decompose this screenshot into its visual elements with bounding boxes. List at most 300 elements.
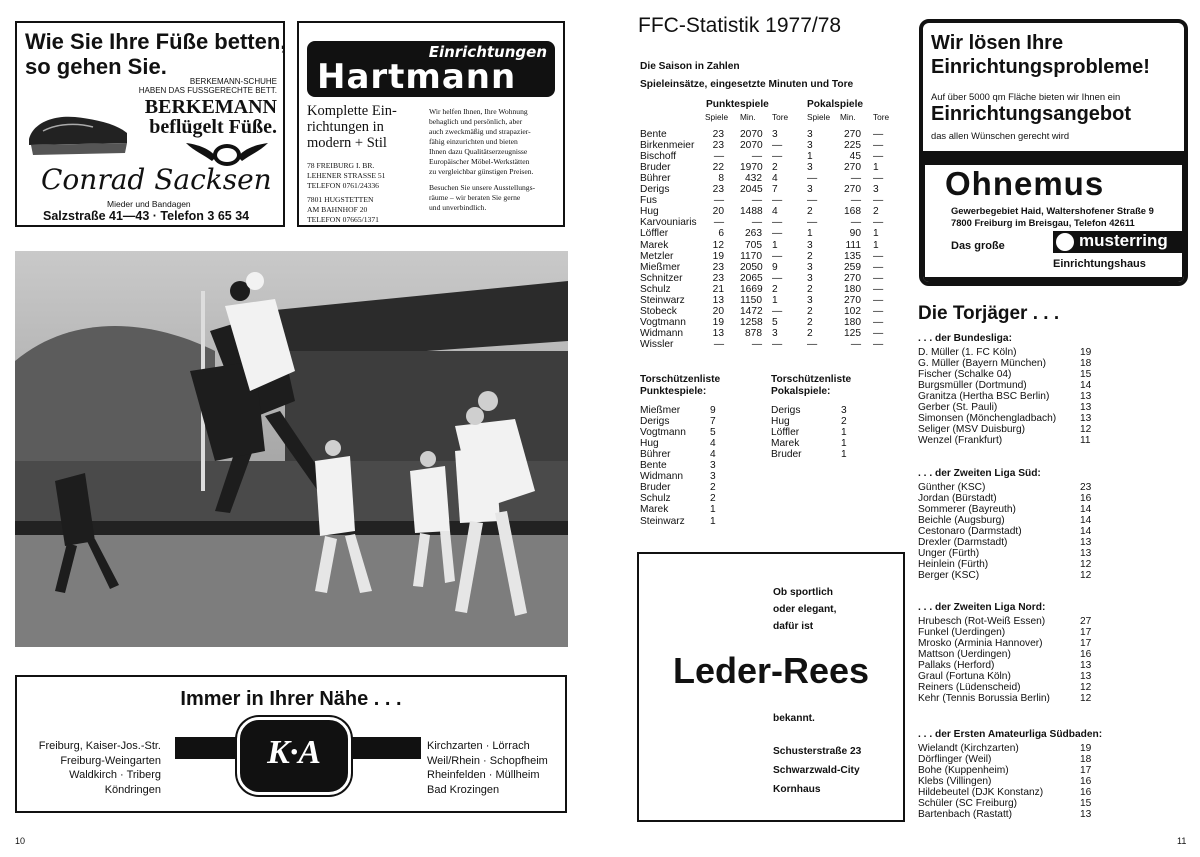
kfa-headline: Immer in Ihrer Nähe . . . [180, 688, 402, 710]
torjaeger-name: Bohe (Kuppenheim) [918, 765, 1009, 777]
stat-cell: 2 [772, 283, 778, 295]
torjaeger-name: Hildebeutel (DJK Konstanz) [918, 787, 1044, 799]
stat-cell: 3 [807, 129, 813, 140]
stat-cell: 1669 [740, 283, 763, 295]
torjaeger-name: Graul (Fortuna Köln) [918, 671, 1011, 683]
player-name: Steinwarz [640, 294, 685, 306]
torjaeger-section-heading: . . . der Zweiten Liga Nord: [918, 602, 1046, 613]
ohnemus-address-2: 7800 Freiburg im Breisgau, Telefon 42611 [951, 217, 1135, 228]
sacksen-address: Salzstraße 41—43 · Telefon 3 65 34 [43, 209, 250, 223]
stat-cell: 1970 [740, 162, 763, 174]
torjaeger-name: Berger (KSC) [918, 570, 980, 582]
stat-cell: — [772, 217, 783, 229]
torschuetze-name: Hug [640, 438, 659, 450]
stat-cell: — [873, 305, 884, 317]
torjaeger-name: Hrubesch (Rot-Weiß Essen) [918, 616, 1046, 627]
stats-row [640, 251, 905, 262]
torschuetze-name: Marek [771, 438, 800, 450]
player-name: Bischoff [640, 151, 677, 163]
stats-row [640, 206, 905, 217]
torjaeger-goals: 14 [1080, 526, 1092, 538]
stat-cell: 3 [873, 184, 879, 196]
torjaeger-goals: 27 [1080, 616, 1092, 627]
torschuetze-row [640, 516, 770, 527]
stats-group-pokal: Pokalspiele [807, 99, 864, 110]
lederrees-intro [773, 584, 836, 635]
stat-cell: 2 [807, 283, 813, 295]
musterring-word: musterring [1079, 231, 1168, 250]
stats-row [640, 328, 905, 339]
torjaeger-goals: 12 [1080, 682, 1092, 694]
sacksen-headline-2: so gehen Sie. [25, 54, 167, 79]
torschuetze-goals: 2 [710, 482, 716, 494]
match-photo [15, 251, 568, 647]
torjaeger-goals: 12 [1080, 424, 1092, 436]
torjaeger-goals: 14 [1080, 380, 1092, 392]
torschuetze-row [640, 427, 770, 438]
stat-cell: — [873, 294, 884, 306]
torschuetze-row [640, 493, 770, 504]
torschuetze-goals: 3 [841, 405, 847, 416]
torschuetze-goals: 7 [710, 416, 716, 428]
col-header: Min. [740, 112, 756, 122]
stat-cell: 19 [712, 250, 724, 262]
torjaeger-row [918, 504, 1098, 515]
player-name: Fus [640, 195, 657, 207]
stat-cell: 3 [807, 239, 813, 251]
stats-row [640, 306, 905, 317]
hartmann-addr1-line: LEHENER STRASSE 51 [307, 171, 386, 180]
torjaeger-row [918, 413, 1098, 424]
torjaeger-goals: 16 [1080, 649, 1092, 661]
stats-row [640, 151, 905, 162]
stat-cell: 23 [712, 129, 724, 140]
stat-cell: 13 [712, 294, 724, 306]
torjaeger-goals: 13 [1080, 413, 1092, 425]
stat-cell: — [751, 151, 762, 163]
stat-cell: 2 [772, 162, 778, 174]
stat-cell: 2065 [740, 272, 763, 284]
torschuetze-name: Hug [771, 416, 790, 428]
hartmann-text-2 [429, 183, 563, 213]
stat-cell: 1 [772, 294, 778, 306]
torjaeger-name: Gerber (St. Pauli) [918, 402, 998, 414]
stats-group-punkte: Punktespiele [706, 99, 769, 110]
hartmann-addr1-line: TELEFON 0761/24336 [307, 181, 379, 190]
stats-title: FFC-Statistik 1977/78 [638, 14, 842, 37]
lederrees-intro-line: Ob sportlich [773, 587, 833, 598]
stat-cell: 1258 [740, 316, 763, 328]
ohnemus-das-grosse: Das große [951, 240, 1005, 252]
torschuetze-row [640, 405, 770, 416]
stat-cell: 3 [772, 327, 778, 339]
torschuetze-name: Mießmer [640, 405, 681, 416]
player-name: Metzler [640, 250, 674, 262]
stat-cell: 705 [745, 239, 762, 251]
lederrees-address [773, 742, 861, 799]
stat-cell: 13 [712, 327, 724, 339]
hartmann-addr2-line: AM BAHNHOF 20 [307, 205, 368, 214]
torschuetze-name: Bruder [640, 482, 671, 494]
player-name: Birkenmeier [640, 140, 695, 152]
stat-cell: — [873, 250, 884, 262]
torschuetze-goals: 9 [710, 405, 716, 416]
torjaeger-name: Pallaks (Herford) [918, 660, 995, 672]
torschuetze-name: Schulz [640, 493, 671, 505]
stat-cell: 3 [807, 184, 813, 196]
torjaeger-goals: 17 [1080, 765, 1092, 777]
torschuetze-name: Löffler [771, 427, 800, 439]
stat-cell: 270 [844, 162, 861, 174]
stat-cell: — [850, 217, 861, 229]
stat-cell: — [873, 195, 884, 207]
stat-cell: 270 [844, 184, 861, 196]
hartmann-text-line: Wir helfen Ihnen, Ihre Wohnung [429, 107, 528, 116]
torjaeger-goals: 16 [1080, 493, 1092, 505]
torjaeger-goals: 12 [1080, 570, 1092, 582]
stat-cell: 135 [844, 250, 861, 262]
torjaeger-row [918, 754, 1098, 765]
kfa-logo [237, 717, 351, 795]
col-header: Tore [873, 112, 890, 122]
stat-cell: 2 [807, 327, 813, 339]
kfa-location: Freiburg-Weingarten [60, 754, 161, 767]
stat-cell: — [772, 272, 783, 284]
kfa-location: Freiburg, Kaiser-Jos.-Str. [38, 740, 161, 752]
torjaeger-goals: 14 [1080, 515, 1092, 527]
stat-cell: 2 [873, 206, 879, 218]
torjaeger-name: D. Müller (1. FC Köln) [918, 347, 1017, 358]
ohnemus-white-panel [925, 165, 1182, 277]
torschuetze-row [771, 438, 901, 449]
torjaeger-row [918, 671, 1098, 682]
torschuetze-row [640, 449, 770, 460]
torschuetze-name: Vogtmann [640, 427, 686, 439]
stat-cell: 1 [807, 228, 813, 240]
stat-cell: 4 [772, 206, 778, 218]
hartmann-text-line: räume – wir beraten Sie gerne [429, 193, 521, 202]
hartmann-text-line: Besuchen Sie unsere Ausstellungs- [429, 183, 536, 192]
player-name: Bruder [640, 162, 671, 174]
lederrees-name: Leder-Rees [672, 650, 870, 691]
torjaeger-name: Günther (KSC) [918, 482, 986, 493]
stat-cell: 259 [844, 261, 861, 273]
stat-cell: 1 [873, 162, 879, 174]
torjaeger-goals: 14 [1080, 504, 1092, 516]
stat-cell: — [873, 283, 884, 295]
stat-cell: 180 [844, 283, 861, 295]
torschuetze-name: Bente [640, 460, 667, 472]
player-name: Widmann [640, 327, 684, 339]
torjaeger-goals: 13 [1080, 402, 1092, 414]
player-name: Schnitzer [640, 272, 683, 284]
torjaeger-name: Mattson (Uerdingen) [918, 649, 1011, 661]
stat-cell: 20 [712, 305, 724, 317]
torjaeger-row [918, 515, 1098, 526]
stats-row [640, 195, 905, 206]
berkemann-tagline-1: BERKEMANN-SCHUHE [189, 77, 277, 86]
hartmann-text-line: zu vergleichbar günstigen Preisen. [429, 167, 534, 176]
stat-cell: 3 [807, 162, 813, 174]
page-number-left: 10 [15, 836, 26, 846]
stat-cell: 23 [712, 140, 724, 152]
ad-sacksen [15, 21, 285, 227]
stat-cell: — [807, 217, 818, 229]
torjaeger-section-heading: . . . der Zweiten Liga Süd: [918, 468, 1041, 479]
player-name: Wissler [640, 338, 674, 350]
sacksen-shop-sub: Mieder und Bandagen [107, 199, 191, 209]
hartmann-text-line: Europäischer Möbel-Werkstätten [429, 157, 530, 166]
kfa-logo-text: K·A [267, 734, 321, 771]
hartmann-text-line: Ihnen dazu Qualitätserzeugnisse [429, 147, 528, 156]
torschuetze-row [640, 504, 770, 515]
stat-cell: 1150 [740, 294, 762, 306]
col-header: Tore [772, 112, 789, 122]
torjaeger-row [918, 616, 1098, 627]
stat-cell: 3 [807, 140, 813, 152]
stat-cell: 180 [844, 316, 861, 328]
hartmann-logo [307, 41, 555, 97]
torschuetze-goals: 5 [710, 427, 716, 439]
stat-cell: — [772, 250, 783, 262]
stat-cell: 23 [712, 184, 724, 196]
stats-row [640, 273, 905, 284]
torjaeger-goals: 13 [1080, 391, 1092, 403]
torjaeger-row [918, 559, 1098, 570]
stat-cell: — [873, 140, 884, 152]
stat-cell: — [713, 195, 724, 207]
torschuetze-goals: 1 [710, 515, 716, 527]
stats-row [640, 284, 905, 295]
hartmann-slogan-2: richtungen in [307, 119, 384, 135]
torschuetze-row [640, 460, 770, 471]
torjaeger-name: Burgsmüller (Dortmund) [918, 380, 1027, 392]
stat-cell: 5 [772, 316, 778, 328]
lederrees-address-line: Schwarzwald-City [773, 765, 860, 776]
torschuetze-name: Derigs [771, 405, 801, 416]
player-name: Derigs [640, 184, 670, 196]
torjaeger-goals: 11 [1080, 435, 1091, 447]
torjaeger-goals: 15 [1080, 369, 1092, 381]
hartmann-addr2-line: 7801 HUGSTETTEN [307, 195, 374, 204]
berkemann-brand: BERKEMANN [144, 96, 277, 118]
stat-cell: — [873, 272, 884, 284]
stat-cell: — [850, 173, 861, 185]
player-name: Mießmer [640, 261, 681, 273]
torjaeger-name: Drexler (Darmstadt) [918, 537, 1008, 549]
lederrees-address-line: Schusterstraße 23 [773, 746, 862, 757]
torjaeger-name: Reiners (Lüdenscheid) [918, 682, 1021, 694]
stat-cell: 9 [772, 261, 778, 273]
torjaeger-goals: 18 [1080, 358, 1092, 370]
torjaeger-goals: 18 [1080, 754, 1092, 766]
ohnemus-big: Einrichtungsangebot [931, 103, 1131, 125]
stat-cell: 4 [772, 173, 778, 185]
torschuetze-goals: 3 [710, 471, 716, 483]
stat-cell: 270 [844, 129, 861, 140]
ohnemus-line-1: Auf über 5000 qm Fläche bieten wir Ihnen ein [931, 91, 1121, 102]
stat-cell: 1 [807, 151, 813, 163]
stat-cell: — [807, 338, 818, 350]
stat-cell: — [772, 151, 783, 163]
stat-cell: 21 [712, 283, 724, 295]
torjaeger-row [918, 682, 1098, 693]
torschuetze-row [771, 405, 901, 416]
torschuetze-goals: 2 [710, 493, 716, 505]
torjaeger-goals: 19 [1080, 743, 1092, 754]
kfa-location: Kirchzarten · Lörrach [427, 740, 530, 752]
hartmann-text-line: und unverbindlich. [429, 203, 487, 212]
stat-cell: — [713, 338, 724, 350]
torjaeger-name: G. Müller (Bayern München) [918, 358, 1046, 370]
stat-cell: 168 [844, 206, 861, 218]
hartmann-addr2-line: TELEFON 07665/1371 [307, 215, 379, 224]
hartmann-text-line: fähig einzurichten und bieten [429, 137, 518, 146]
stat-cell: 12 [712, 239, 724, 251]
torjaeger-row [918, 435, 1098, 446]
ohnemus-headline-1: Wir lösen Ihre [931, 32, 1064, 54]
player-name: Karvouniaris [640, 217, 697, 229]
torjaeger-goals: 13 [1080, 809, 1092, 821]
stat-cell: 2 [807, 305, 813, 317]
stats-row [640, 295, 905, 306]
torjaeger-name: Unger (Fürth) [918, 548, 980, 560]
stat-cell: 878 [745, 327, 762, 339]
torjaeger-row [918, 798, 1098, 809]
torjaeger-name: Heinlein (Fürth) [918, 559, 989, 571]
torjaeger-row [918, 660, 1098, 671]
hartmann-slogan-3: modern + Stil [307, 135, 387, 151]
ad-kfa [15, 675, 567, 813]
hartmann-logo-sub: Einrichtungen [428, 43, 547, 61]
ohnemus-address-1: Gewerbegebiet Haid, Waltershofener Straße 9 [951, 205, 1154, 216]
torschuetze-goals: 1 [841, 449, 847, 461]
stat-cell: — [751, 338, 762, 350]
torjaeger-row [918, 776, 1098, 787]
player-name: Vogtmann [640, 316, 686, 328]
lederrees-outro: bekannt. [773, 713, 815, 724]
hartmann-slogan-1: Komplette Ein- [307, 103, 397, 119]
torjaeger-name: Simonsen (Mönchengladbach) [918, 413, 1057, 425]
col-header: Min. [840, 112, 856, 122]
ohnemus-headline-2: Einrichtungsprobleme! [931, 56, 1150, 78]
torjaeger-row [918, 809, 1098, 820]
stats-subtitle: Die Saison in Zahlen [640, 61, 740, 72]
torschuetze-goals: 1 [710, 504, 716, 516]
torjaeger-goals: 15 [1080, 798, 1092, 810]
torschuetze-row [771, 416, 901, 427]
stat-cell: — [751, 195, 762, 207]
stat-cell: 1488 [740, 206, 763, 218]
torjaeger-name: Cestonaro (Darmstadt) [918, 526, 1022, 538]
stat-cell: — [772, 140, 783, 152]
ohnemus-line-2: das allen Wünschen gerecht wird [931, 130, 1070, 141]
stats-row [640, 184, 905, 195]
stat-cell: 125 [844, 327, 861, 339]
torschuetze-goals: 3 [710, 460, 716, 472]
stat-cell: 1170 [740, 250, 762, 262]
ts-label-punkte: Punktespiele: [640, 386, 707, 397]
stat-cell: — [772, 338, 783, 350]
torjaeger-name: Wenzel (Frankfurt) [918, 435, 1003, 447]
stats-row [640, 217, 905, 228]
torjaeger-row [918, 482, 1098, 493]
ohnemus-brand: Ohnemus [945, 165, 1105, 202]
player-name: Schulz [640, 283, 671, 295]
torjaeger-goals: 17 [1080, 638, 1092, 650]
kfa-location: Köndringen [104, 783, 161, 796]
kfa-location: Bad Krozingen [427, 783, 500, 796]
torjaeger-goals: 13 [1080, 671, 1092, 683]
torschuetze-name: Bührer [640, 449, 671, 461]
ts-header-pokal: Torschützenliste [771, 374, 852, 385]
torjaeger-row [918, 765, 1098, 776]
torschuetze-name: Marek [640, 504, 669, 516]
torjaeger-row [918, 537, 1098, 548]
col-header: Spiele [807, 112, 831, 122]
hartmann-address-1 [307, 161, 385, 191]
kfa-left-locations [25, 739, 161, 797]
hartmann-logo-word: Hartmann [317, 57, 517, 97]
torjaeger-row [918, 369, 1098, 380]
torjaeger-name: Mrosko (Arminia Hannover) [918, 638, 1043, 650]
torjaeger-row [918, 649, 1098, 660]
ad-hartmann [297, 21, 565, 227]
stat-cell: — [713, 151, 724, 163]
stat-cell: — [751, 217, 762, 229]
torschuetze-row [640, 416, 770, 427]
player-name: Bente [640, 129, 667, 140]
kfa-location: Rheinfelden · Müllheim [427, 769, 540, 781]
stat-cell: 8 [718, 173, 724, 185]
torjaeger-name: Funkel (Uerdingen) [918, 627, 1006, 639]
ad-ohnemus [919, 19, 1188, 286]
stat-cell: 45 [849, 151, 861, 163]
torjaeger-row [918, 743, 1098, 754]
stat-cell: 1472 [740, 305, 763, 317]
torjaeger-row [918, 493, 1098, 504]
stat-cell: — [873, 261, 884, 273]
torjaeger-row [918, 402, 1098, 413]
stat-cell: 7 [772, 184, 778, 196]
stats-row [640, 240, 905, 251]
stat-cell: 225 [844, 140, 861, 152]
stat-cell: — [873, 327, 884, 339]
torschuetze-row [771, 427, 901, 438]
musterring-logo [1053, 231, 1188, 253]
torschuetze-name: Derigs [640, 416, 670, 428]
torjaeger-row [918, 358, 1098, 369]
player-name: Stobeck [640, 305, 677, 317]
stat-cell: — [713, 217, 724, 229]
torjaeger-name: Fischer (Schalke 04) [918, 369, 1012, 381]
stat-cell: 90 [849, 228, 861, 240]
stat-cell: 1 [873, 228, 879, 240]
clog-illustration [23, 93, 133, 163]
torschuetze-goals: 1 [841, 427, 847, 439]
torjaeger-goals: 16 [1080, 787, 1092, 799]
ohnemus-einrichtungshaus: Einrichtungshaus [1053, 258, 1146, 270]
stat-cell: 23 [712, 261, 724, 273]
torschuetze-name: Bruder [771, 449, 802, 461]
stat-cell: 3 [772, 129, 778, 140]
stats-header-row [640, 112, 905, 123]
hartmann-addr1-line: 78 FREIBURG I. BR. [307, 161, 375, 170]
torjaeger-name: Bartenbach (Rastatt) [918, 809, 1012, 821]
torjaeger-name: Dörflinger (Weil) [918, 754, 992, 766]
stat-cell: 19 [712, 316, 724, 328]
lederrees-intro-line: oder elegant, [773, 604, 837, 615]
